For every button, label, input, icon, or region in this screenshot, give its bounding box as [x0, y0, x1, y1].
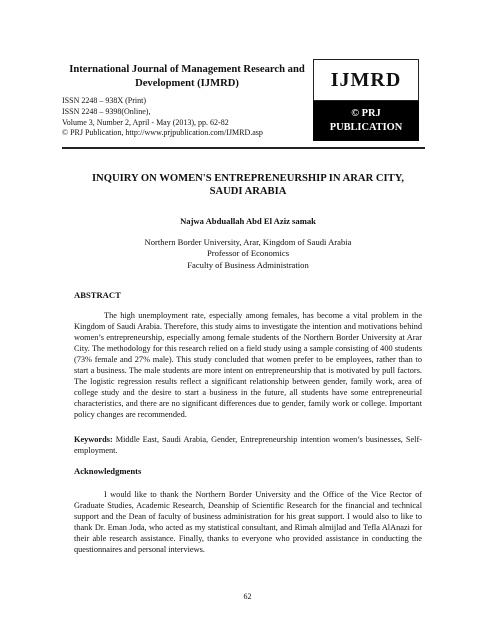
acknowledgments-heading: Acknowledgments [74, 466, 142, 476]
keywords-text: Middle East, Saudi Arabia, Gender, Entrepreneurship intention women’s businesses, Self-employment. [74, 435, 422, 455]
abstract-text: The high unemployment rate, especially among females, has become a vital problem in the Kingdom of Saudi Arabia. Therefore, this study aims to investigate the intention and motivations behind women’s entrepreneurship, especially among female students of the Northern Border University at Arar City. The methodology for this research relied on a field study using a sample consisting of 400 students (73% female and 27% male). This study concluded that women prefer to be employees, rather than to start a business. The male students are more intent on entrepreneurship that is motivated by pull factors. The logistic regression results reflect a significant relationship between gender, family work, area of college study and the desire to start a business in the future, all students have some entrepreneurial characteristics, and there are no significant differences due to gender, family work or college. Important policy changes are recommended. [74, 311, 422, 419]
keywords [74, 434, 422, 456]
issn-print: ISSN 2248 – 938X (Print) [62, 96, 147, 105]
volume-info: Volume 3, Number 2, April - May (2013), pp. 62-82 [62, 117, 229, 127]
author-affiliation [80, 237, 416, 271]
publication-badge-line2: PUBLICATION [329, 122, 403, 133]
paper-title: INQUIRY ON WOMEN'S ENTREPRENEURSHIP IN ARAR CITY, SAUDI ARABIA [91, 173, 405, 197]
publication-badge-line1: © PRJ [351, 108, 381, 119]
issn-block [62, 96, 322, 139]
journal-logo [313, 59, 419, 101]
issn-online: ISSN 2248 – 9398(Online), [62, 106, 151, 116]
logo-text: IJMRD [330, 68, 402, 91]
page-number: 62 [243, 592, 252, 601]
publication-badge [313, 101, 419, 141]
publisher-line[interactable]: © PRJ Publication, http://www.prjpublication.com/IJMRD.asp [62, 128, 263, 138]
affiliation-university: Northern Border University, Arar, Kingdom of Saudi Arabia [144, 237, 352, 247]
affiliation-faculty: Faculty of Business Administration [187, 259, 309, 270]
abstract-heading: ABSTRACT [74, 290, 121, 300]
acknowledgments-text: I would like to thank the Northern Border University and the Office of the Vice Rector of Graduate Studies, Academic Research, Deanship of Scientific Research for the financial and technical support and the Dean of faculty of business administration for his great support. I would also to like to thank Dr. Eman Joda, who acted as my statistical consultant, and Rimah almijlad and Tefla AlAnazi for their able research assistance. Finally, thanks to everyone who provided assistance in conducting the questionnaires and personal interviews. [74, 490, 422, 554]
author-name: Najwa Abduallah Abd El Aziz samak [180, 216, 316, 226]
keywords-label: Keywords: [74, 435, 113, 444]
affiliation-position: Professor of Economics [206, 248, 290, 259]
journal-title: International Journal of Management Research and Development (IJMRD) [69, 64, 305, 89]
header-divider [62, 147, 425, 149]
